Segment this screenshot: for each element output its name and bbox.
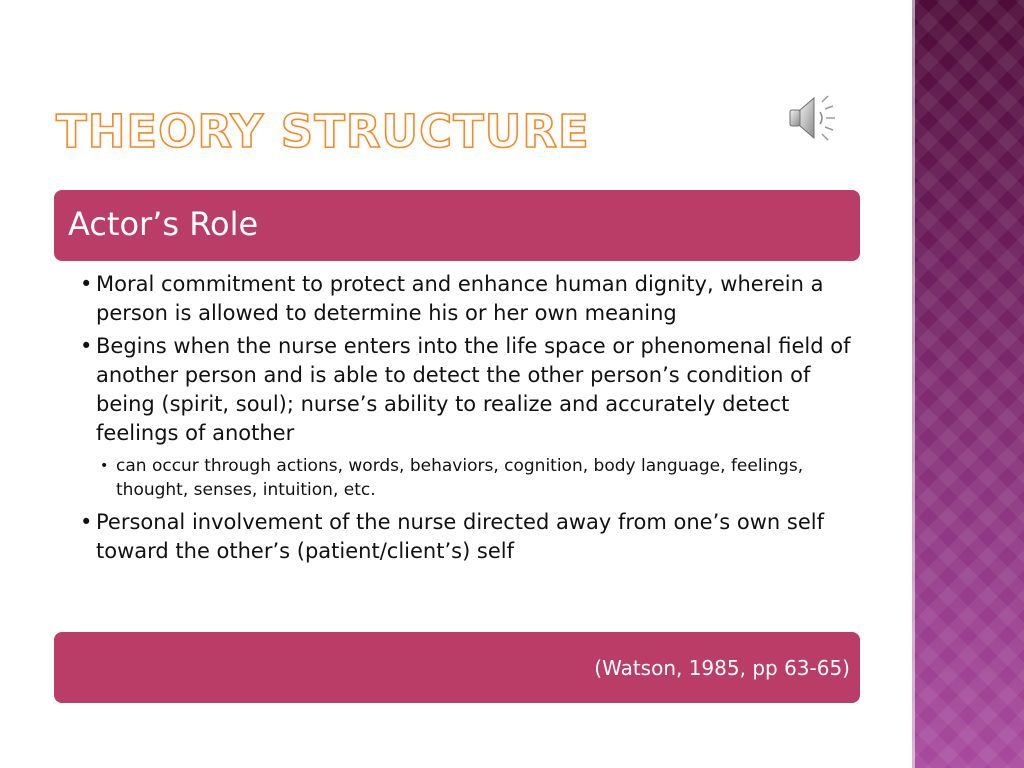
bullet-text: Begins when the nurse enters into the life space or phenomenal field of another person and is able to detect the other person’s condition of being (spirit, soul); nurse’s ability to realize and accurately detect feelings of another — [96, 334, 851, 445]
slide-title: THEORY STRUCTURE — [56, 105, 590, 158]
sub-bullet-glyph: • — [100, 458, 109, 474]
decorative-side-band — [912, 0, 1024, 768]
header-bar — [54, 190, 860, 261]
footer-bar — [54, 632, 860, 703]
bullet-text: Personal involvement of the nurse directed away from one’s own self toward the other’s (patient/client’s) self — [96, 510, 824, 563]
bullet-glyph: • — [80, 510, 93, 534]
bullet-item — [76, 508, 866, 566]
bullet-glyph: • — [80, 334, 93, 358]
citation: (Watson, 1985, pp 63-65) — [594, 656, 850, 680]
sub-bullet-item — [76, 454, 866, 502]
bullet-text: Moral commitment to protect and enhance human dignity, wherein a person is allowed to determine his or her own meaning — [96, 272, 824, 325]
bullet-item — [76, 270, 866, 328]
bullet-item — [76, 332, 866, 448]
speaker-icon[interactable] — [786, 92, 838, 144]
sub-bullet-text: can occur through actions, words, behaviors, cognition, body language, feelings, thought, senses, intuition, etc. — [116, 456, 804, 500]
bullet-list — [76, 266, 866, 566]
bullet-glyph: • — [80, 272, 93, 296]
section-heading: Actor’s Role — [68, 205, 259, 243]
